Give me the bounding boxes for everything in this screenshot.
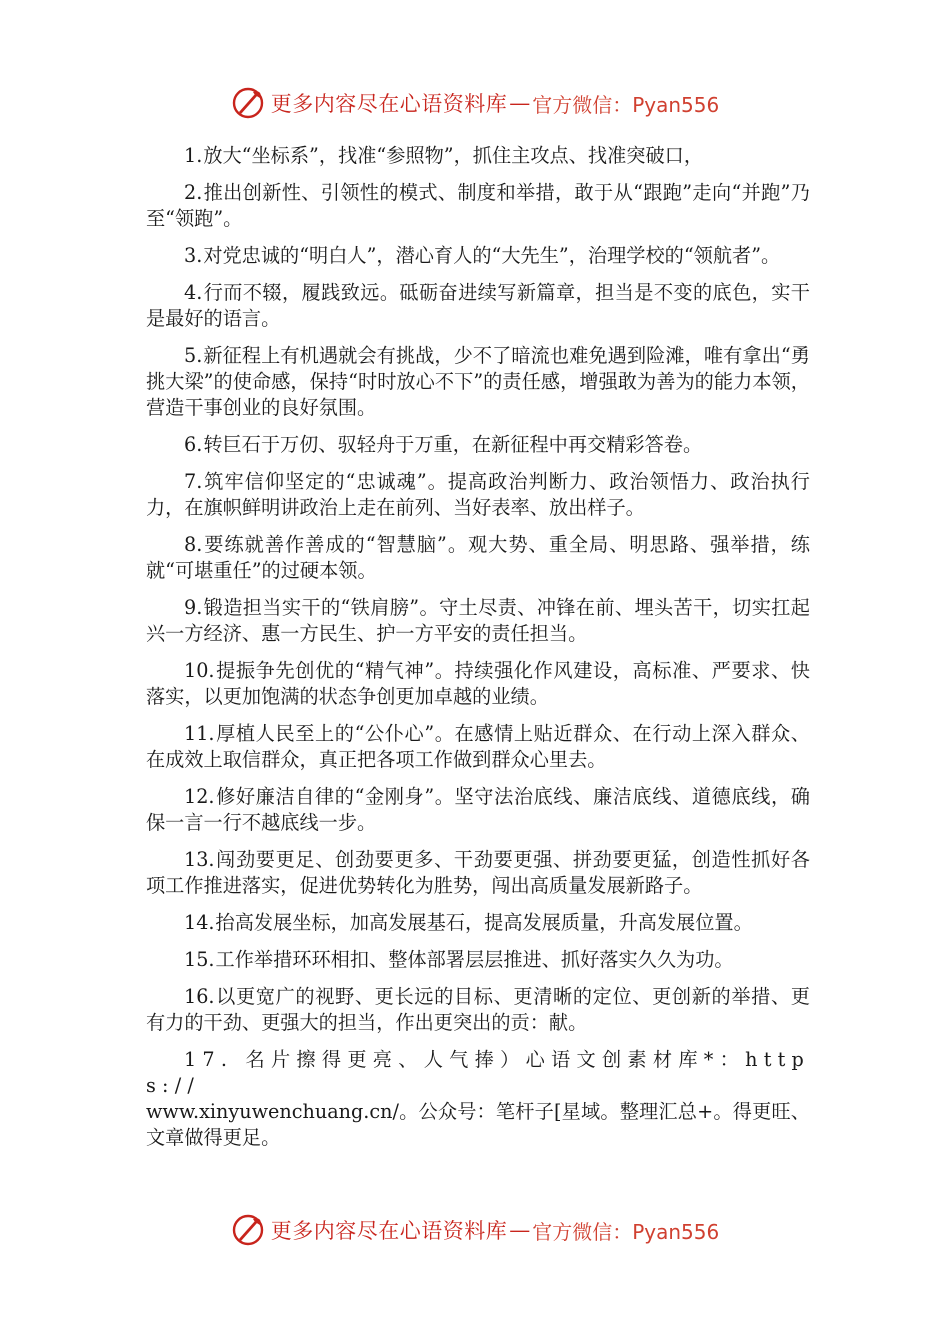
list-item [146, 469, 810, 521]
item-text: 锻造担当实干的“铁肩膀”。守土尽责、冲锋在前、埋头苦干，切实扛起兴一方经济、惠一方民生、护一方平安的责任担当。 [146, 596, 810, 645]
item-number: 7. [184, 470, 203, 493]
item-text: 对党忠诚的“明白人”，潜心育人的“大先生”，治理学校的“领航者”。 [203, 244, 781, 267]
item-number: 1. [184, 144, 203, 167]
item-text: 以更宽广的视野、更长远的目标、更清晰的定位、更创新的举措、更有力的干劲、更强大的担当，作出更突出的贡：献。 [146, 985, 810, 1034]
banner-wechat: 官方微信：Pyan556 [532, 1219, 720, 1244]
list-item [146, 784, 810, 836]
item-number: 14. [184, 911, 215, 934]
list-item [146, 984, 810, 1036]
quill-logo-icon [231, 1213, 265, 1247]
item-number: 2. [184, 181, 203, 204]
item-number: 6. [184, 433, 203, 456]
item-number: 15. [184, 948, 215, 971]
item-number: 10. [184, 659, 215, 682]
list-item [146, 243, 810, 269]
list-item-last [146, 1047, 810, 1151]
list-item [146, 343, 810, 421]
item-text-line1: 17. 名片擦得更亮、人气捧）心语文创素材库*：https:// [146, 1048, 810, 1097]
banner-text: 更多内容尽在心语资料库 [270, 1219, 508, 1243]
list-item [146, 180, 810, 232]
item-text: 新征程上有机遇就会有挑战，少不了暗流也难免遇到险滩，唯有拿出“勇挑大梁”的使命感，保持“时时放心不下”的责任感，增强敢为善为的能力本领，营造干事创业的良好氛围。 [146, 344, 810, 419]
banner-wechat: 官方微信：Pyan556 [532, 92, 720, 117]
item-text: 抬高发展坐标，加高发展基石，提高发展质量，升高发展位置。 [215, 911, 753, 934]
list-item [146, 847, 810, 899]
item-number: 4. [184, 281, 203, 304]
item-text-line2: www.xinyuwenchuang.cn/。公众号：笔杆子[星域。整理汇总+。得更旺、文章做得更足。 [146, 1100, 810, 1149]
item-number: 11. [184, 722, 215, 745]
banner-dash: — [509, 1218, 531, 1242]
list-item [146, 432, 810, 458]
item-text: 工作举措环环相扣、整体部署层层推进、抓好落实久久为功。 [215, 948, 734, 971]
quill-logo-icon [231, 86, 265, 120]
list-item [146, 532, 810, 584]
list-item [146, 595, 810, 647]
item-text: 厚植人民至上的“公仆心”。在感情上贴近群众、在行动上深入群众、在成效上取信群众，真正把各项工作做到群众心里去。 [146, 722, 810, 771]
item-text: 推出创新性、引领性的模式、制度和举措，敢于从“跟跑”走向“并跑”乃至“领跑”。 [146, 181, 810, 230]
footer-banner [0, 1210, 950, 1250]
item-text: 要练就善作善成的“智慧脑”。观大势、重全局、明思路、强举措，练就“可堪重任”的过硬本领。 [146, 533, 810, 582]
list-item [146, 143, 810, 169]
item-number: 8. [184, 533, 203, 556]
item-text: 闯劲要更足、创劲要更多、干劲要更强、拼劲要更猛，创造性抓好各项工作推进落实，促进优势转化为胜势，闯出高质量发展新路子。 [146, 848, 810, 897]
item-text: 修好廉洁自律的“金刚身”。坚守法治底线、廉洁底线、道德底线，确保一言一行不越底线一步。 [146, 785, 810, 834]
banner-text: 更多内容尽在心语资料库 [270, 92, 508, 116]
item-number: 12. [184, 785, 215, 808]
item-number: 9. [184, 596, 203, 619]
document-body [146, 143, 810, 1162]
item-number: 13. [184, 848, 215, 871]
list-item [146, 910, 810, 936]
item-text: 提振争先创优的“精气神”。持续强化作风建设，高标准、严要求、快落实，以更加饱满的状态争创更加卓越的业绩。 [146, 659, 810, 708]
item-number: 3. [184, 244, 203, 267]
item-number: 5. [184, 344, 203, 367]
banner-dash: — [509, 91, 531, 115]
list-item [146, 280, 810, 332]
item-text: 转巨石于万仞、驭轻舟于万重，在新征程中再交精彩答卷。 [203, 433, 703, 456]
list-item [146, 947, 810, 973]
header-banner [0, 83, 950, 123]
item-text: 行而不辍，履践致远。砥砺奋进续写新篇章，担当是不变的底色，实干是最好的语言。 [146, 281, 810, 330]
item-text: 放大“坐标系”，找准“参照物”，抓住主攻点、找准突破口， [203, 144, 704, 167]
list-item [146, 721, 810, 773]
item-number: 16. [184, 985, 215, 1008]
item-text: 筑牢信仰坚定的“忠诚魂”。提高政治判断力、政治领悟力、政治执行力，在旗帜鲜明讲政治上走在前列、当好表率、放出样子。 [146, 470, 810, 519]
list-item [146, 658, 810, 710]
